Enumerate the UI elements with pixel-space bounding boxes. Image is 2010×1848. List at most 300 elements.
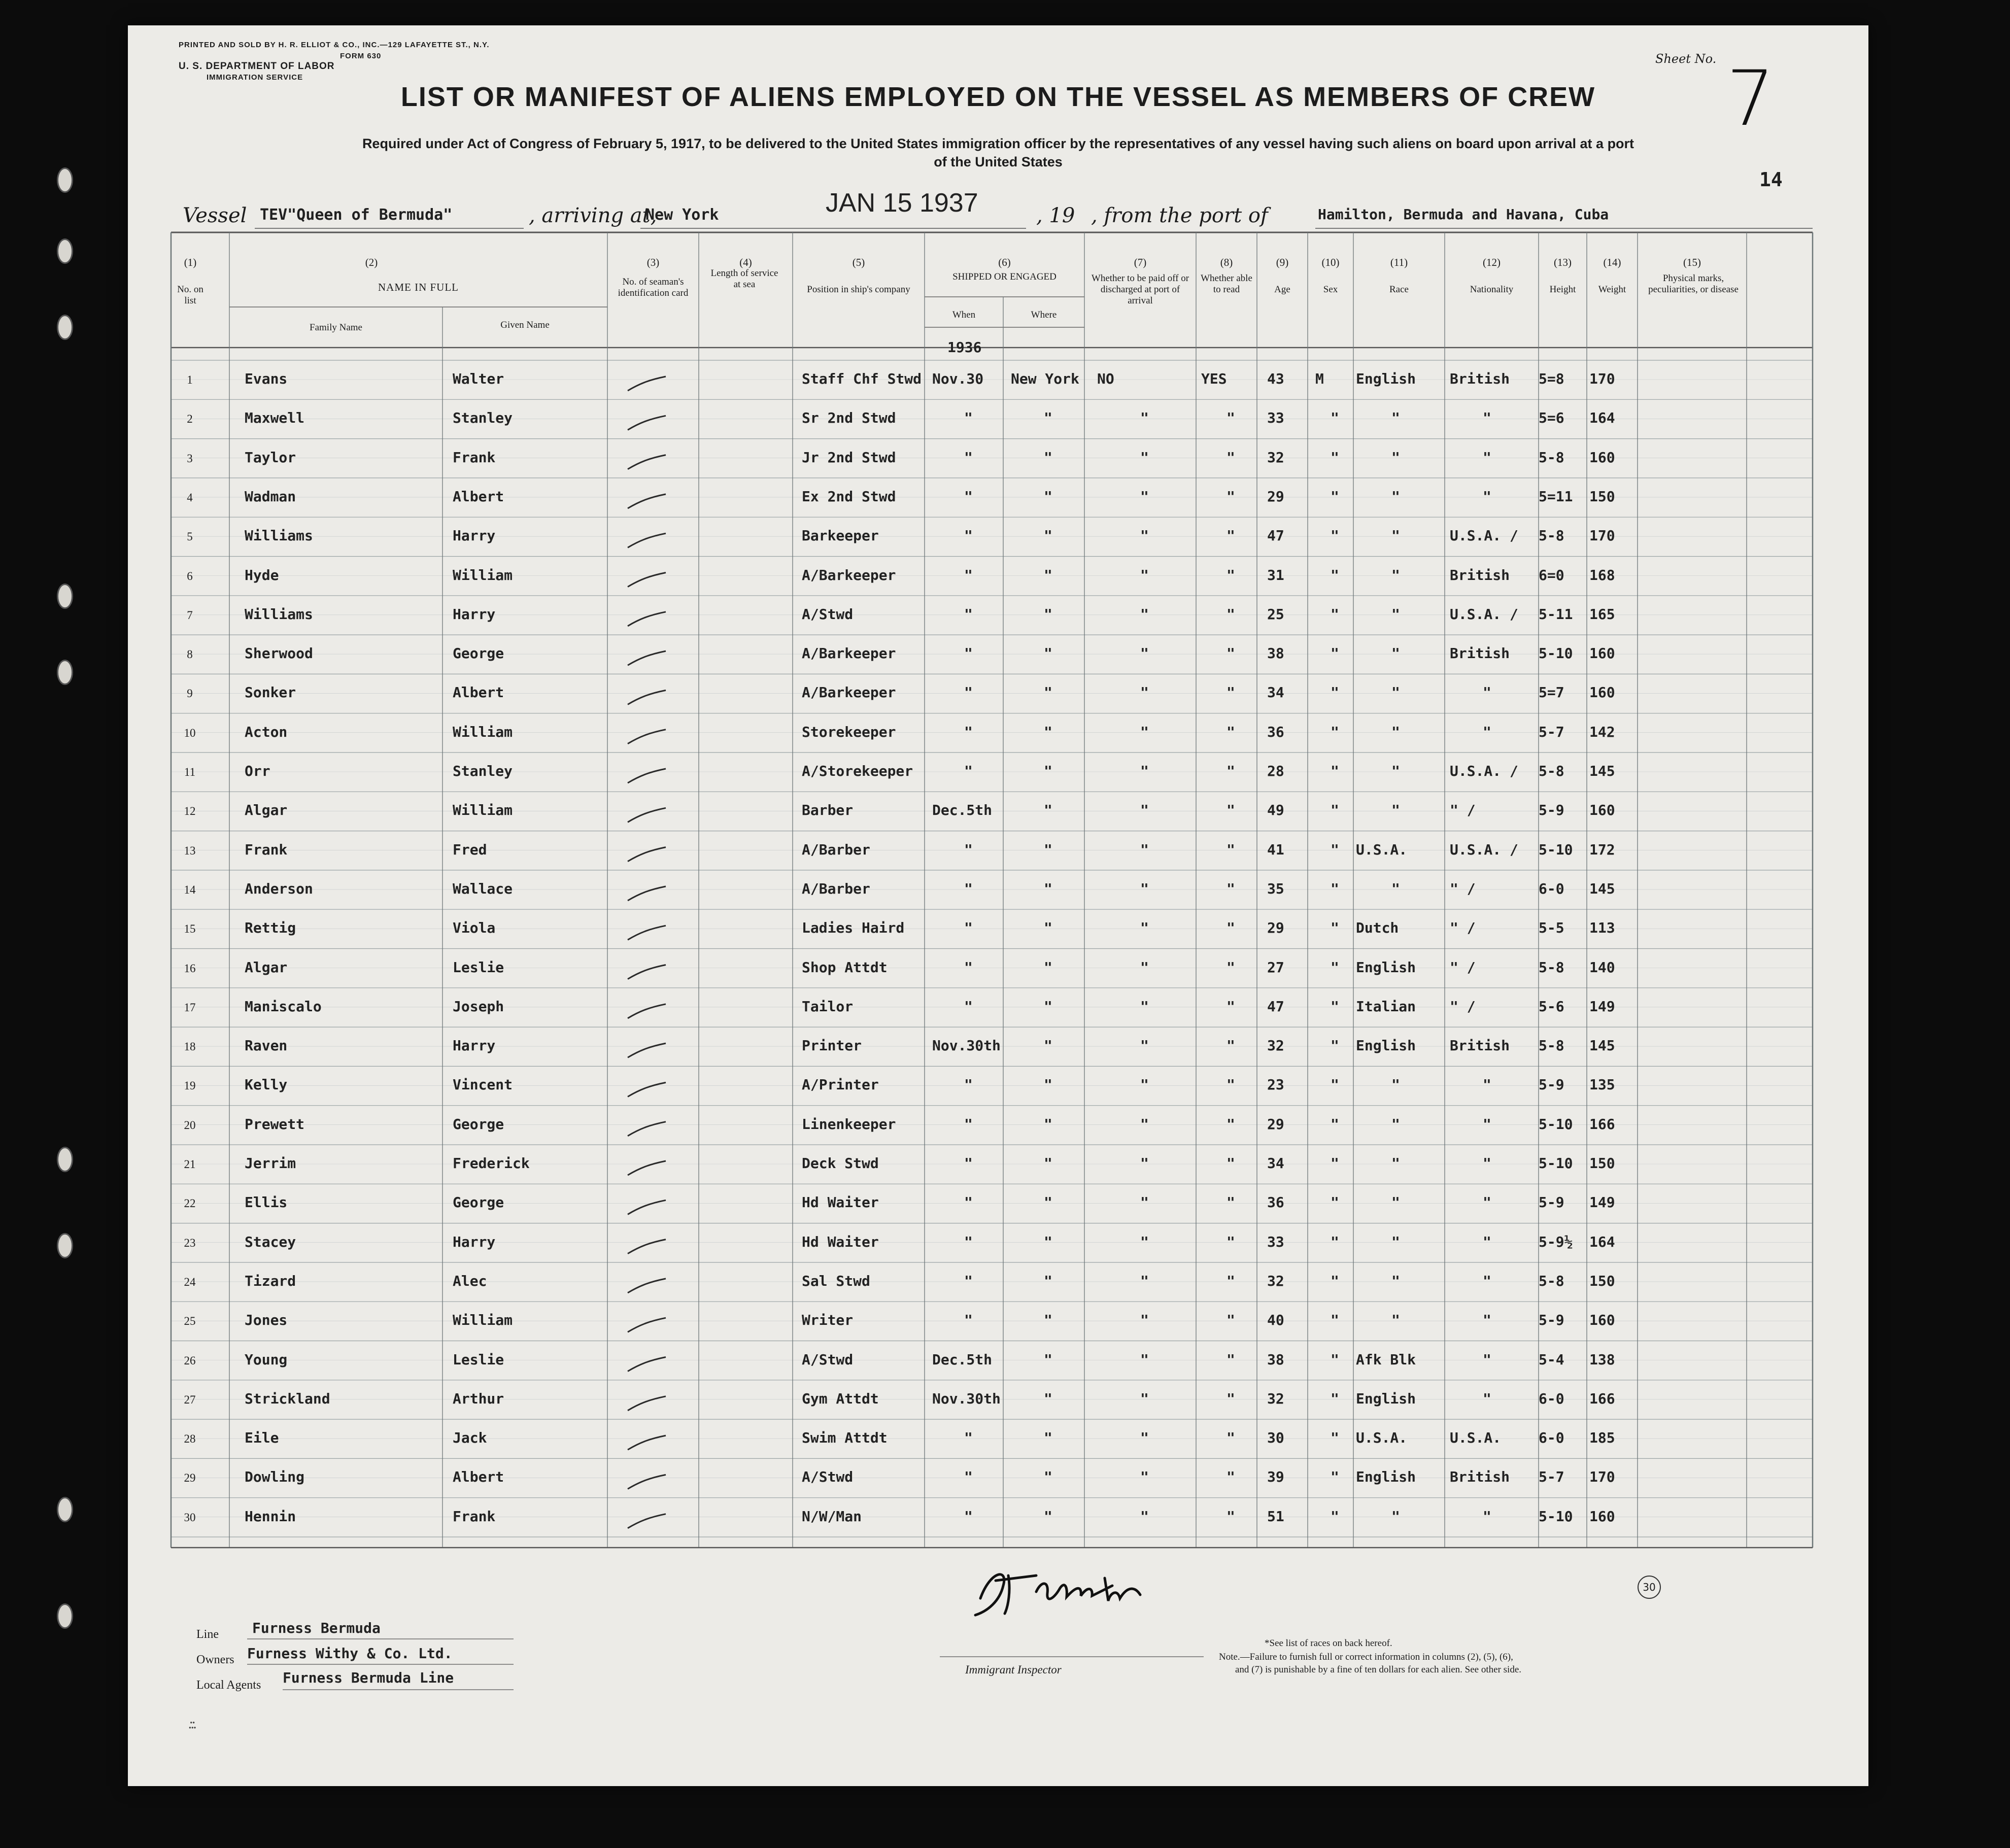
cell-weight: 168 — [1589, 566, 1615, 584]
cell-paid-off: NO — [1097, 370, 1114, 387]
from-port: Hamilton, Bermuda and Havana, Cuba — [1318, 206, 1609, 223]
cell-family-name: Hyde — [245, 566, 279, 584]
col-number-3: (3) — [646, 256, 660, 268]
cell-shipped-when: " — [964, 723, 973, 740]
cell-race: " — [1391, 1272, 1400, 1289]
cell-paid-off: " — [1140, 1508, 1149, 1525]
cell-height: 5-9 — [1539, 1312, 1564, 1329]
check-mark-icon — [628, 1082, 666, 1097]
cell-paid-off: " — [1140, 1076, 1149, 1093]
cell-race: " — [1391, 1194, 1400, 1211]
cell-shipped-where: " — [1044, 449, 1052, 466]
check-mark-icon — [628, 769, 666, 783]
cell-position: Writer — [802, 1312, 854, 1329]
cell-paid-off: " — [1140, 1272, 1149, 1289]
check-mark-icon — [628, 1200, 666, 1214]
cell-paid-off: " — [1140, 723, 1149, 740]
cell-weight: 145 — [1589, 1037, 1615, 1054]
cell-height: 5-9 — [1539, 802, 1564, 819]
check-mark-icon — [628, 1357, 666, 1372]
cell-age: 30 — [1267, 1429, 1284, 1447]
cell-race: " — [1391, 763, 1400, 779]
row-number: 6 — [187, 569, 193, 583]
cell-able-to-read: " — [1227, 723, 1235, 740]
cell-age: 28 — [1267, 763, 1284, 779]
cell-family-name: Evans — [245, 370, 288, 387]
binder-hole-icon — [57, 1147, 73, 1172]
cell-nationality: " — [1483, 1390, 1491, 1407]
cell-shipped-where: " — [1044, 763, 1052, 779]
cell-paid-off: " — [1140, 1155, 1149, 1172]
cell-age: 38 — [1267, 1351, 1284, 1368]
cell-shipped-when: " — [964, 1194, 973, 1211]
header-position: Position in ship's company — [807, 284, 910, 295]
cell-nationality: " / — [1450, 998, 1476, 1015]
cell-race: " — [1391, 449, 1400, 466]
cell-family-name: Raven — [245, 1037, 288, 1054]
row-number: 19 — [184, 1079, 196, 1092]
cell-height: 5-8 — [1539, 1037, 1564, 1054]
cell-position: A/Barkeeper — [802, 684, 896, 701]
cell-shipped-when: " — [964, 1233, 973, 1250]
cell-age: 25 — [1267, 605, 1284, 623]
cell-sex: " — [1331, 1194, 1339, 1211]
row-number: 25 — [184, 1315, 196, 1328]
row-number: 29 — [184, 1471, 196, 1485]
cell-nationality: British — [1450, 566, 1510, 584]
check-mark-icon — [628, 573, 666, 587]
cell-height: 5=7 — [1539, 684, 1564, 701]
cell-position: N/W/Man — [802, 1508, 862, 1525]
cell-shipped-when: " — [964, 1272, 973, 1289]
cell-sex: " — [1331, 1155, 1339, 1172]
cell-sex: " — [1331, 566, 1339, 584]
cell-age: 41 — [1267, 841, 1284, 858]
cell-family-name: Jones — [245, 1312, 288, 1329]
check-mark-icon — [628, 494, 666, 508]
check-mark-icon — [628, 1279, 666, 1293]
cell-height: 5=11 — [1539, 488, 1573, 505]
cell-shipped-when: " — [964, 684, 973, 701]
cell-shipped-where: " — [1044, 1429, 1052, 1447]
cell-nationality: U.S.A. / — [1450, 841, 1518, 858]
cell-paid-off: " — [1140, 1312, 1149, 1329]
inspector-signature-mark — [960, 1550, 1199, 1621]
cell-nationality: " — [1483, 1312, 1491, 1329]
cell-position: Sal Stwd — [802, 1272, 870, 1289]
cell-paid-off: " — [1140, 1390, 1149, 1407]
cell-nationality: " — [1483, 1155, 1491, 1172]
cell-paid-off: " — [1140, 488, 1149, 505]
cell-position: A/Barber — [802, 880, 870, 897]
cell-shipped-where: " — [1044, 841, 1052, 858]
header-where: Where — [1031, 310, 1057, 320]
cell-nationality: British — [1450, 645, 1510, 662]
cell-position: A/Barber — [802, 841, 870, 858]
cell-position: Linenkeeper — [802, 1115, 896, 1133]
check-mark-icon — [628, 808, 666, 822]
cell-height: 5-10 — [1539, 1508, 1573, 1525]
row-number: 2 — [187, 413, 193, 426]
cell-nationality: " — [1483, 409, 1491, 427]
cell-race: " — [1391, 527, 1400, 544]
cell-shipped-when: " — [964, 409, 973, 427]
cell-given-name: William — [453, 1312, 513, 1329]
year-shipped: 1936 — [947, 339, 982, 356]
cell-weight: 170 — [1589, 370, 1615, 387]
cell-nationality: " — [1483, 1508, 1491, 1525]
cell-shipped-when: " — [964, 1508, 973, 1525]
cell-weight: 160 — [1589, 684, 1615, 701]
cell-given-name: Harry — [453, 1233, 496, 1250]
cell-sex: " — [1331, 1351, 1339, 1368]
cell-race: " — [1391, 684, 1400, 701]
cell-able-to-read: " — [1227, 1272, 1235, 1289]
row-number: 30 — [184, 1511, 196, 1524]
cell-given-name: Alec — [453, 1272, 487, 1289]
cell-height: 6=0 — [1539, 566, 1564, 584]
cell-shipped-when: " — [964, 527, 973, 544]
row-number: 14 — [184, 883, 196, 896]
cell-given-name: Harry — [453, 1037, 496, 1054]
row-number: 20 — [184, 1118, 196, 1132]
page-title: LIST OR MANIFEST OF ALIENS EMPLOYED ON THE VESSEL AS MEMBERS OF CREW — [400, 82, 1596, 112]
header-able-read: Whether able to read — [1201, 273, 1252, 295]
cell-weight: 160 — [1589, 645, 1615, 662]
header-id-card: No. of seaman's identification card — [618, 277, 689, 298]
cell-nationality: " / — [1450, 802, 1476, 819]
cell-family-name: Eile — [245, 1429, 279, 1447]
cell-sex: " — [1331, 684, 1339, 701]
cell-race: " — [1391, 645, 1400, 662]
check-mark-icon — [628, 1004, 666, 1018]
cell-family-name: Jerrim — [245, 1155, 296, 1172]
cell-able-to-read: " — [1227, 763, 1235, 779]
cell-paid-off: " — [1140, 1037, 1149, 1054]
cell-given-name: Arthur — [453, 1390, 504, 1407]
penalty-note-line-2: and (7) is punishable by a fine of ten dollars for each alien. See other side. — [1235, 1664, 1522, 1675]
cell-paid-off: " — [1140, 684, 1149, 701]
cell-given-name: Albert — [453, 684, 504, 701]
cell-family-name: Algar — [245, 959, 288, 976]
col-number-7: (7) — [1134, 256, 1147, 268]
cell-height: 5-8 — [1539, 959, 1564, 976]
cell-age: 32 — [1267, 1390, 1284, 1407]
cell-nationality: British — [1450, 1468, 1510, 1486]
cell-weight: 165 — [1589, 605, 1615, 623]
cell-race: " — [1391, 1233, 1400, 1250]
line-label: Line — [196, 1628, 219, 1641]
cell-nationality: " — [1483, 1233, 1491, 1250]
owners-value: Furness Withy & Co. Ltd. — [247, 1645, 453, 1662]
cell-given-name: Jack — [453, 1429, 487, 1447]
cell-shipped-when: " — [964, 763, 973, 779]
check-mark-icon — [628, 1122, 666, 1136]
cell-age: 36 — [1267, 1194, 1284, 1211]
cell-position: A/Stwd — [802, 1468, 854, 1486]
cell-able-to-read: " — [1227, 684, 1235, 701]
cell-age: 23 — [1267, 1076, 1284, 1093]
cell-shipped-where: " — [1044, 1390, 1052, 1407]
cell-shipped-when: " — [964, 488, 973, 505]
cell-age: 36 — [1267, 723, 1284, 740]
cell-sex: " — [1331, 449, 1339, 466]
cell-able-to-read: " — [1227, 1508, 1235, 1525]
cell-sex: " — [1331, 998, 1339, 1015]
cell-age: 33 — [1267, 1233, 1284, 1250]
cell-age: 27 — [1267, 959, 1284, 976]
cell-family-name: Taylor — [245, 449, 296, 466]
cell-age: 49 — [1267, 802, 1284, 819]
cell-sex: " — [1331, 919, 1339, 937]
cell-family-name: Stacey — [245, 1233, 296, 1250]
row-number: 18 — [184, 1040, 196, 1053]
cell-sex: " — [1331, 409, 1339, 427]
cell-weight: 135 — [1589, 1076, 1615, 1093]
cell-nationality: U.S.A. — [1450, 1429, 1502, 1447]
col-number-11: (11) — [1390, 256, 1408, 268]
cell-shipped-when: " — [964, 1429, 973, 1447]
cell-paid-off: " — [1140, 919, 1149, 937]
cell-shipped-when: " — [964, 605, 973, 623]
check-mark-icon — [628, 965, 666, 979]
cell-family-name: Sherwood — [245, 645, 313, 662]
department-label: U. S. DEPARTMENT OF LABOR — [179, 61, 335, 72]
cell-weight: 166 — [1589, 1390, 1615, 1407]
cell-height: 5-10 — [1539, 1115, 1573, 1133]
cell-position: Jr 2nd Stwd — [802, 449, 896, 466]
header-no-on-list: No. on list — [177, 284, 203, 306]
printer-imprint: PRINTED AND SOLD BY H. R. ELLIOT & CO., INC.—129 LAFAYETTE ST., N.Y. — [179, 41, 490, 49]
races-note: *See list of races on back hereof. — [1265, 1638, 1392, 1649]
cell-race: " — [1391, 723, 1400, 740]
cell-able-to-read: " — [1227, 449, 1235, 466]
cell-given-name: George — [453, 1194, 504, 1211]
row-number: 16 — [184, 962, 196, 975]
cell-race: English — [1356, 1037, 1416, 1054]
cell-shipped-where: " — [1044, 1155, 1052, 1172]
cell-height: 6-0 — [1539, 1390, 1564, 1407]
cell-shipped-when: " — [964, 645, 973, 662]
check-mark-icon — [628, 1240, 666, 1254]
check-mark-icon — [628, 612, 666, 626]
cell-shipped-where: " — [1044, 802, 1052, 819]
cell-height: 5-7 — [1539, 723, 1564, 740]
cell-given-name: Stanley — [453, 409, 513, 427]
cell-weight: 170 — [1589, 527, 1615, 544]
cell-family-name: Strickland — [245, 1390, 330, 1407]
row-number: 4 — [187, 491, 193, 504]
cell-able-to-read: " — [1227, 998, 1235, 1015]
cell-position: Printer — [802, 1037, 862, 1054]
cell-height: 5-9½ — [1539, 1233, 1573, 1250]
header-when: When — [952, 310, 976, 320]
cell-height: 5-7 — [1539, 1468, 1564, 1486]
cell-shipped-when: " — [964, 919, 973, 937]
cell-age: 34 — [1267, 684, 1284, 701]
row-number: 5 — [187, 530, 193, 543]
cell-weight: 170 — [1589, 1468, 1615, 1486]
cell-position: Hd Waiter — [802, 1194, 879, 1211]
cell-family-name: Williams — [245, 527, 313, 544]
cell-sex: " — [1331, 1233, 1339, 1250]
cell-shipped-where: " — [1044, 880, 1052, 897]
cell-age: 38 — [1267, 645, 1284, 662]
cell-age: 29 — [1267, 1115, 1284, 1133]
cell-age: 32 — [1267, 449, 1284, 466]
row-number: 27 — [184, 1393, 196, 1406]
cell-paid-off: " — [1140, 880, 1149, 897]
cell-shipped-where: " — [1044, 409, 1052, 427]
cell-shipped-where: " — [1044, 1037, 1052, 1054]
cell-shipped-when: " — [964, 1155, 973, 1172]
cell-family-name: Wadman — [245, 488, 296, 505]
inspector-label: Immigrant Inspector — [965, 1663, 1062, 1676]
cell-weight: 142 — [1589, 723, 1615, 740]
cell-family-name: Rettig — [245, 919, 296, 937]
check-mark-icon — [628, 1514, 666, 1528]
cell-shipped-when: Nov.30th — [932, 1037, 1001, 1054]
cell-able-to-read: " — [1227, 1351, 1235, 1368]
check-mark-icon — [628, 1043, 666, 1057]
cell-sex: " — [1331, 1468, 1339, 1486]
col-number-14: (14) — [1603, 256, 1621, 268]
col-number-8: (8) — [1220, 256, 1233, 268]
cell-sex: " — [1331, 1037, 1339, 1054]
row-number: 10 — [184, 726, 196, 739]
sheet-number: 7 — [1726, 55, 1775, 143]
row-number: 23 — [184, 1236, 196, 1249]
cell-height: 5=6 — [1539, 409, 1564, 427]
header-length-service: Length of service at sea — [710, 268, 778, 290]
cell-height: 5-8 — [1539, 449, 1564, 466]
cell-position: Barber — [802, 802, 854, 819]
cell-shipped-where: " — [1044, 919, 1052, 937]
cell-position: Sr 2nd Stwd — [802, 409, 896, 427]
cell-shipped-where: New York — [1011, 370, 1079, 387]
inspector-signature — [965, 1614, 970, 1615]
cell-paid-off: " — [1140, 409, 1149, 427]
cell-age: 29 — [1267, 488, 1284, 505]
cell-paid-off: " — [1140, 605, 1149, 623]
cell-height: 5-9 — [1539, 1076, 1564, 1093]
cell-paid-off: " — [1140, 645, 1149, 662]
agents-value: Furness Bermuda Line — [283, 1669, 454, 1686]
cell-race: Italian — [1356, 998, 1416, 1015]
cell-nationality: " / — [1450, 919, 1476, 937]
cell-height: 5-9 — [1539, 1194, 1564, 1211]
cell-shipped-when: " — [964, 1076, 973, 1093]
row-number: 26 — [184, 1354, 196, 1367]
cell-weight: 160 — [1589, 1508, 1615, 1525]
header-nationality: Nationality — [1470, 284, 1514, 295]
cell-age: 32 — [1267, 1037, 1284, 1054]
cell-weight: 150 — [1589, 488, 1615, 505]
cell-weight: 164 — [1589, 409, 1615, 427]
cell-weight: 150 — [1589, 1272, 1615, 1289]
cell-paid-off: " — [1140, 1351, 1149, 1368]
header-name-in-full: NAME IN FULL — [378, 281, 459, 293]
cell-race: U.S.A. — [1356, 841, 1408, 858]
cell-paid-off: " — [1140, 566, 1149, 584]
cell-position: Barkeeper — [802, 527, 879, 544]
cell-race: English — [1356, 959, 1416, 976]
cell-given-name: Frank — [453, 449, 496, 466]
row-number: 22 — [184, 1197, 196, 1210]
cell-able-to-read: " — [1227, 1390, 1235, 1407]
cell-shipped-where: " — [1044, 959, 1052, 976]
cell-weight: 185 — [1589, 1429, 1615, 1447]
cell-shipped-where: " — [1044, 1194, 1052, 1211]
cell-sex: " — [1331, 1429, 1339, 1447]
row-number: 7 — [187, 608, 193, 622]
col-number-1: (1) — [184, 256, 197, 268]
vessel-name: TEV"Queen of Bermuda" — [260, 206, 453, 224]
cell-shipped-when: " — [964, 998, 973, 1015]
binder-hole-icon — [57, 238, 73, 264]
cell-family-name: Acton — [245, 723, 288, 740]
cell-position: A/Storekeeper — [802, 763, 913, 779]
col-number-9: (9) — [1276, 256, 1289, 268]
cell-sex: " — [1331, 1076, 1339, 1093]
cell-shipped-where: " — [1044, 1508, 1052, 1525]
binder-hole-icon — [57, 315, 73, 340]
manifest-sheet — [128, 25, 1868, 1786]
cell-family-name: Ellis — [245, 1194, 288, 1211]
cell-sex: " — [1331, 1508, 1339, 1525]
cell-family-name: Orr — [245, 763, 270, 779]
col-number-5: (5) — [852, 256, 865, 268]
cell-able-to-read: " — [1227, 527, 1235, 544]
cell-position: Shop Attdt — [802, 959, 888, 976]
cell-race: English — [1356, 1390, 1416, 1407]
cell-race: " — [1391, 566, 1400, 584]
check-mark-icon — [628, 1161, 666, 1175]
check-mark-icon — [628, 1435, 666, 1450]
cell-sex: " — [1331, 1115, 1339, 1133]
cell-nationality: " — [1483, 723, 1491, 740]
cell-shipped-where: " — [1044, 566, 1052, 584]
cell-height: 5-8 — [1539, 763, 1564, 779]
cell-position: A/Stwd — [802, 1351, 854, 1368]
cell-family-name: Frank — [245, 841, 288, 858]
cell-sex: " — [1331, 645, 1339, 662]
cell-nationality: " — [1483, 1115, 1491, 1133]
cell-able-to-read: " — [1227, 1468, 1235, 1486]
cell-shipped-when: " — [964, 1468, 973, 1486]
cell-able-to-read: " — [1227, 1115, 1235, 1133]
cell-race: Afk Blk — [1356, 1351, 1416, 1368]
sheet-number-label: Sheet No. — [1655, 52, 1717, 66]
cell-position: Tailor — [802, 998, 854, 1015]
cell-shipped-where: " — [1044, 605, 1052, 623]
row-number: 28 — [184, 1432, 196, 1446]
cell-paid-off: " — [1140, 1194, 1149, 1211]
row-number: 8 — [187, 648, 193, 661]
cell-given-name: George — [453, 645, 504, 662]
cell-age: 33 — [1267, 409, 1284, 427]
cell-able-to-read: " — [1227, 802, 1235, 819]
check-mark-icon — [628, 1396, 666, 1411]
cell-nationality: U.S.A. / — [1450, 763, 1518, 779]
cell-given-name: Albert — [453, 1468, 504, 1486]
cell-able-to-read: " — [1227, 409, 1235, 427]
cell-race: Dutch — [1356, 919, 1399, 937]
cell-able-to-read: " — [1227, 959, 1235, 976]
cell-age: 40 — [1267, 1312, 1284, 1329]
cell-shipped-where: " — [1044, 1351, 1052, 1368]
col-number-10: (10) — [1321, 256, 1340, 268]
